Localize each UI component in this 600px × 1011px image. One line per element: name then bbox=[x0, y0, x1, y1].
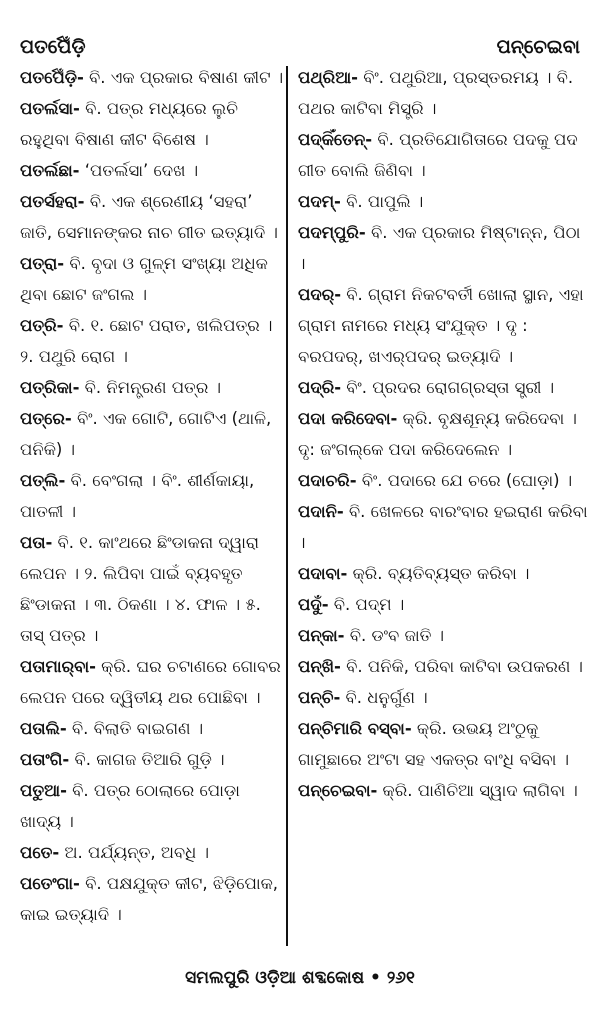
entry-headword: ପଦା କରିଦେବା- bbox=[298, 409, 398, 428]
entry-definition: ବିଂ. ଏକ ଗୋଟି, ଗୋଟିଏ (ଥାଳି, ପନିକି) । bbox=[20, 409, 272, 459]
entry-definition: ବି. ପତ୍ର ଠୋଲାରେ ପୋଡ଼ା ଖାଦ୍ୟ । bbox=[20, 781, 240, 831]
dictionary-entry bbox=[20, 837, 286, 868]
entry-headword: ପତାଂଗି- bbox=[20, 750, 70, 769]
entry-definition: ବି. ଏକ ପ୍ରକାର ମିଷ୍ଟାନ୍ନ, ପିଠା । bbox=[298, 223, 581, 273]
dictionary-entry bbox=[20, 527, 286, 651]
dictionary-entry bbox=[20, 775, 286, 837]
entry-definition: ବି. ଏକ ପ୍ରକାର ବିଷାଣ କୀଟ । bbox=[83, 68, 284, 87]
entry-definition: ବି. ଧନୁର୍ଗୁଣ । bbox=[340, 688, 428, 707]
dictionary-entry bbox=[298, 186, 588, 217]
left-column bbox=[0, 62, 286, 952]
dictionary-entry bbox=[20, 310, 286, 372]
entry-definition: ବି. ପନିକି, ପରିବା କାଟିବା ଉପକରଣ । bbox=[340, 657, 583, 676]
entry-definition: ବି. କାଗଜ ତିଆରି ଗୁଡ଼ି । bbox=[69, 750, 225, 769]
dictionary-entry bbox=[298, 403, 588, 465]
entry-definition: କ୍ରି. ଘର ଚଟାଣରେ ଗୋବର ଲେପନ ପରେ ଦ୍ୱିତୀୟ ଥର ପୋଛିବା । bbox=[20, 657, 281, 707]
entry-definition: ବି. ବୃଦା ଓ ଗୁଳ୍ମ ସଂଖ୍ୟା ଅଧିକ ଥିବା ଛୋଟ ଜଂଗଲ । bbox=[20, 254, 268, 304]
entry-definition: ବି. ପଦ୍ମ । bbox=[328, 595, 405, 614]
entry-definition: ବି. ୧. କାଂଥରେ ଛିଂଡାକନା ଦ୍ୱାରା ଲେପନ । ୨. ଲିପିବା ପାଇଁ ବ୍ୟବହୃତ ଛିଂଡାକନା । ୩. ଠିକଣା । ୪. ଫାଳ । ୫. ତାସ୍ ପତ୍ର । bbox=[20, 533, 261, 645]
entry-headword: ପନ୍‌ଚି- bbox=[298, 688, 341, 707]
entry-headword: ପଦର୍- bbox=[298, 285, 342, 304]
entry-definition: କ୍ରି. ଉଭୟ ଅଂଠୁକୁ ଗାମୁଛାରେ ଅଂଟା ସହ ଏକତ୍ର ବାଂଧି ବସିବା । bbox=[298, 719, 570, 769]
dictionary-entry bbox=[298, 713, 588, 775]
dictionary-entry bbox=[298, 465, 588, 496]
entry-definition: ବି. ପାପୁଲି । bbox=[340, 192, 424, 211]
dictionary-entry bbox=[298, 651, 588, 682]
entry-definition: କ୍ରି. ବୃକ୍ଷଶୂନ୍ୟ କରିଦେବା । ଦୃ: ଜଂଗଲ୍‌କେ ପଦା କରିଦେଲେନ । bbox=[298, 409, 577, 459]
entry-headword: ପତ୍‌ରି- bbox=[20, 316, 64, 335]
entry-headword: ପତର୍ଲଛା- bbox=[20, 161, 80, 180]
entry-headword: ପତର୍ସହରା- bbox=[20, 192, 85, 211]
dictionary-entry bbox=[298, 124, 588, 186]
guide-words bbox=[0, 0, 600, 58]
entry-headword: ପତାମାର୍‌ବା- bbox=[20, 657, 96, 676]
dictionary-entry bbox=[298, 372, 588, 403]
dictionary-entry bbox=[298, 217, 588, 279]
entry-definition: ବି. ବିଲାତି ବାଇଗଣ । bbox=[66, 719, 204, 738]
dictionary-entry bbox=[20, 155, 286, 186]
right-column bbox=[298, 62, 598, 952]
entry-definition: ବି. ପ୍ରତିଯୋଗିତାରେ ପଦକୁ ପଦ ଗୀତ ବୋଲି ଜିଣିବା । bbox=[298, 130, 578, 180]
dictionary-entry bbox=[20, 403, 286, 465]
entry-headword: ପନ୍‌ଖି- bbox=[298, 657, 341, 676]
dictionary-entry bbox=[298, 558, 588, 589]
dictionary-columns bbox=[0, 62, 600, 952]
dictionary-entry bbox=[298, 775, 588, 806]
guide-word-right: ପନ୍‌ଚେଇବା bbox=[496, 36, 580, 58]
entry-definition: କ୍ରି. ପାଣିଚିଆ ସ୍ୱାଦ ଲାଗିବା । bbox=[377, 781, 578, 800]
dictionary-entry bbox=[20, 372, 286, 403]
column-divider bbox=[286, 66, 288, 946]
dictionary-entry bbox=[20, 93, 286, 155]
dictionary-entry bbox=[298, 682, 588, 713]
entry-headword: ପଦମ୍‌ପୁରି- bbox=[298, 223, 366, 242]
entry-headword: ପତର୍ପେଁଡ଼ି- bbox=[20, 68, 84, 87]
entry-definition: ବି. ପତ୍ର ମଧ୍ୟରେ ଲୁଚି ରହୁଥିବା ବିଷାଣ କୀଟ ବିଶେଷ । bbox=[20, 99, 238, 149]
entry-headword: ପତ୍‌ରା- bbox=[20, 254, 65, 273]
dictionary-entry bbox=[298, 496, 588, 558]
entry-headword: ପତର୍ଲସା- bbox=[20, 99, 80, 118]
entry-definition: ‘ପତର୍ଲସା’ ଦେଖ । bbox=[79, 161, 199, 180]
dictionary-entry bbox=[20, 62, 286, 93]
dictionary-entry bbox=[298, 279, 588, 372]
entry-definition: ବି. ପକ୍ଷଯୁକ୍ତ କୀଟ, ଝିଡ଼ିପୋକ, କାଇ ଇତ୍ୟାଦି । bbox=[20, 874, 279, 924]
guide-word-left: ପତର୍ପେଁଡ଼ି bbox=[20, 36, 86, 58]
entry-headword: ପତୁଆ- bbox=[20, 781, 67, 800]
dictionary-entry bbox=[298, 620, 588, 651]
dictionary-entry bbox=[20, 868, 286, 930]
dictionary-entry bbox=[20, 744, 286, 775]
entry-headword: ପତେ- bbox=[20, 843, 60, 862]
entry-headword: ପନ୍‌ଚିମାରି ବସ୍‌ବା- bbox=[298, 719, 412, 738]
entry-definition: ବି. ଖେଳରେ ବାରଂବାର ହଇରାଣ କରିବା । bbox=[298, 502, 588, 552]
entry-definition: ବି. ୧. ଛୋଟ ପରାତ, ଖଲିପତ୍ର । ୨. ପଥୁରି ରୋଗ । bbox=[20, 316, 273, 366]
entry-headword: ପନ୍‌କା- bbox=[298, 626, 345, 645]
entry-headword: ପଦାବା- bbox=[298, 564, 348, 583]
dictionary-entry bbox=[298, 589, 588, 620]
entry-headword: ପଦ୍‌କିଁତେନ୍- bbox=[298, 130, 373, 149]
entry-headword: ପନ୍‌ଚେଇବା- bbox=[298, 781, 378, 800]
entry-definition: କ୍ରି. ବ୍ୟତିବ୍ୟସ୍ତ କରିବା । bbox=[347, 564, 530, 583]
entry-headword: ପତେଂଗା- bbox=[20, 874, 80, 893]
entry-definition: ବି. ବେଂଗଲା । ବିଂ. ଶୀର୍ଣକାୟା, ପାତଳୀ । bbox=[20, 471, 255, 521]
entry-definition: ବିଂ. ପଥୁରିଆ, ପ୍ରସ୍ତରମୟ । ବି. ପଥର କାଟିବା ମିସ୍ତ୍ରି । bbox=[298, 68, 574, 118]
entry-definition: ଅ. ପର୍ଯ୍ୟନ୍ତ, ଅବଧି । bbox=[59, 843, 210, 862]
entry-definition: ବି. ଗ୍ରାମ ନିକଟବର୍ତୀ ଖୋଲା ସ୍ଥାନ, ଏହା ଗ୍ରାମ ନାମରେ ମଧ୍ୟ ସଂଯୁକ୍ତ । ଦୃ : ବରପଦର୍, ଖଏର୍‌ପଦର୍ ଇତ୍ୟାଦି । bbox=[298, 285, 584, 366]
entry-definition: ବିଂ. ପ୍ରଦର ରୋଗଗ୍ରସ୍ତା ସ୍ତ୍ରୀ । bbox=[341, 378, 555, 397]
entry-headword: ପଦ୍‌ରି- bbox=[298, 378, 342, 397]
entry-headword: ପଦମ୍- bbox=[298, 192, 341, 211]
entry-headword: ପତା- bbox=[20, 533, 53, 552]
entry-headword: ପଦୁଁ- bbox=[298, 595, 329, 614]
entry-definition: ବି. ନିମନ୍ତ୍ରଣ ପତ୍ର । bbox=[79, 378, 221, 397]
dictionary-entry bbox=[20, 713, 286, 744]
page-footer: ସମଲପୁରି ଓଡ଼ିଆ ଶବ୍ଦକୋଷ • ୨୬୧ bbox=[185, 968, 415, 988]
entry-headword: ପତ୍‌ଲି- bbox=[20, 471, 66, 490]
entry-headword: ପତ୍‌ରିକା- bbox=[20, 378, 80, 397]
entry-headword: ପଦାଚରି- bbox=[298, 471, 357, 490]
dictionary-entry bbox=[20, 248, 286, 310]
entry-definition: ବି. ଡଂବ ଜାତି । bbox=[344, 626, 445, 645]
entry-headword: ପତ୍‌ରେ- bbox=[20, 409, 72, 428]
entry-headword: ପତାଲି- bbox=[20, 719, 67, 738]
entry-definition: ବିଂ. ପଦାରେ ଯେ ଚରେ (ଘୋଡ଼ା) । bbox=[356, 471, 573, 490]
entry-headword: ପଦାନି- bbox=[298, 502, 344, 521]
dictionary-entry bbox=[20, 651, 286, 713]
dictionary-entry bbox=[298, 62, 588, 124]
dictionary-entry bbox=[20, 465, 286, 527]
entry-headword: ପଥ୍‌ରିଆ- bbox=[298, 68, 359, 87]
dictionary-entry bbox=[20, 186, 286, 248]
entry-definition: ବି. ଏକ ଶ୍ରେଣୀୟ ‘ସହରା’ ଜାତି, ସେମାନଙ୍କର ନାଚ ଗୀତ ଇତ୍ୟାଦି । bbox=[20, 192, 278, 242]
